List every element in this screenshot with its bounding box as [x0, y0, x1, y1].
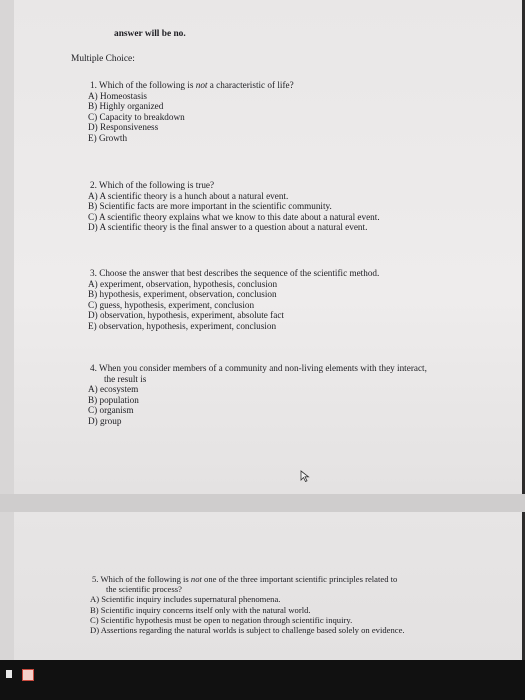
option-c: C) A scientific theory explains what we know to this date about a natural event.	[88, 211, 380, 222]
option-d: D) Assertions regarding the natural worlds is subject to challenge based solely on evidence.	[90, 625, 405, 636]
section-title: Multiple Choice:	[71, 54, 135, 64]
option-b: B) Scientific inquiry concerns itself only with the natural world.	[90, 604, 311, 615]
question-stem-continued: the result is	[104, 373, 147, 384]
question-1	[88, 80, 294, 144]
option-a: A) experiment, observation, hypothesis, conclusion	[88, 278, 278, 289]
question-stem: 5. Which of the following is not one of the three important scientific principles related to	[92, 574, 398, 584]
option-d: D) A scientific theory is the final answer to a question about a natural event.	[88, 222, 368, 233]
option-a: A) Homeostasis	[88, 90, 147, 101]
option-c: C) guess, hypothesis, experiment, conclusion	[88, 299, 255, 310]
top-text: answer will be no.	[114, 29, 186, 39]
option-a: A) ecosystem	[88, 384, 139, 395]
option-c: C) organism	[88, 405, 134, 416]
option-d: D) observation, hypothesis, experiment, absolute fact	[88, 310, 284, 321]
page-gap	[0, 494, 525, 512]
question-stem: 1. Which of the following is not a characteristic of life?	[90, 80, 294, 90]
question-stem-continued: the scientific process?	[106, 584, 182, 595]
option-b: B) Highly organized	[88, 101, 164, 112]
question-stem: 2. Which of the following is true?	[90, 180, 215, 190]
option-b: B) population	[88, 394, 139, 405]
option-c: C) Scientific hypothesis must be open to negation through scientific inquiry.	[90, 614, 353, 625]
option-a: A) A scientific theory is a hunch about a natural event.	[88, 190, 289, 201]
option-b: B) Scientific facts are more important in the scientific community.	[88, 201, 332, 212]
question-2	[88, 180, 380, 233]
question-3	[88, 268, 379, 332]
option-b: B) hypothesis, experiment, observation, conclusion	[88, 289, 277, 300]
question-5	[90, 574, 405, 635]
option-d: D) Responsiveness	[88, 122, 159, 133]
taskbar-app-icon[interactable]	[6, 670, 12, 678]
option-e: E) observation, hypothesis, experiment, conclusion	[88, 320, 277, 331]
option-e: E) Growth	[88, 132, 128, 143]
taskbar	[0, 660, 525, 700]
option-c: C) Capacity to breakdown	[88, 111, 185, 122]
left-edge	[0, 0, 14, 660]
option-d: D) group	[88, 415, 122, 426]
question-4	[88, 363, 427, 427]
question-stem: 3. Choose the answer that best describes the sequence of the scientific method.	[90, 268, 380, 278]
question-stem: 4. When you consider members of a community and non-living elements with they interact,	[90, 363, 427, 373]
option-a: A) Scientific inquiry includes supernatural phenomena.	[90, 594, 281, 605]
taskbar-word-icon[interactable]	[22, 669, 34, 681]
mouse-cursor-icon	[300, 470, 310, 482]
